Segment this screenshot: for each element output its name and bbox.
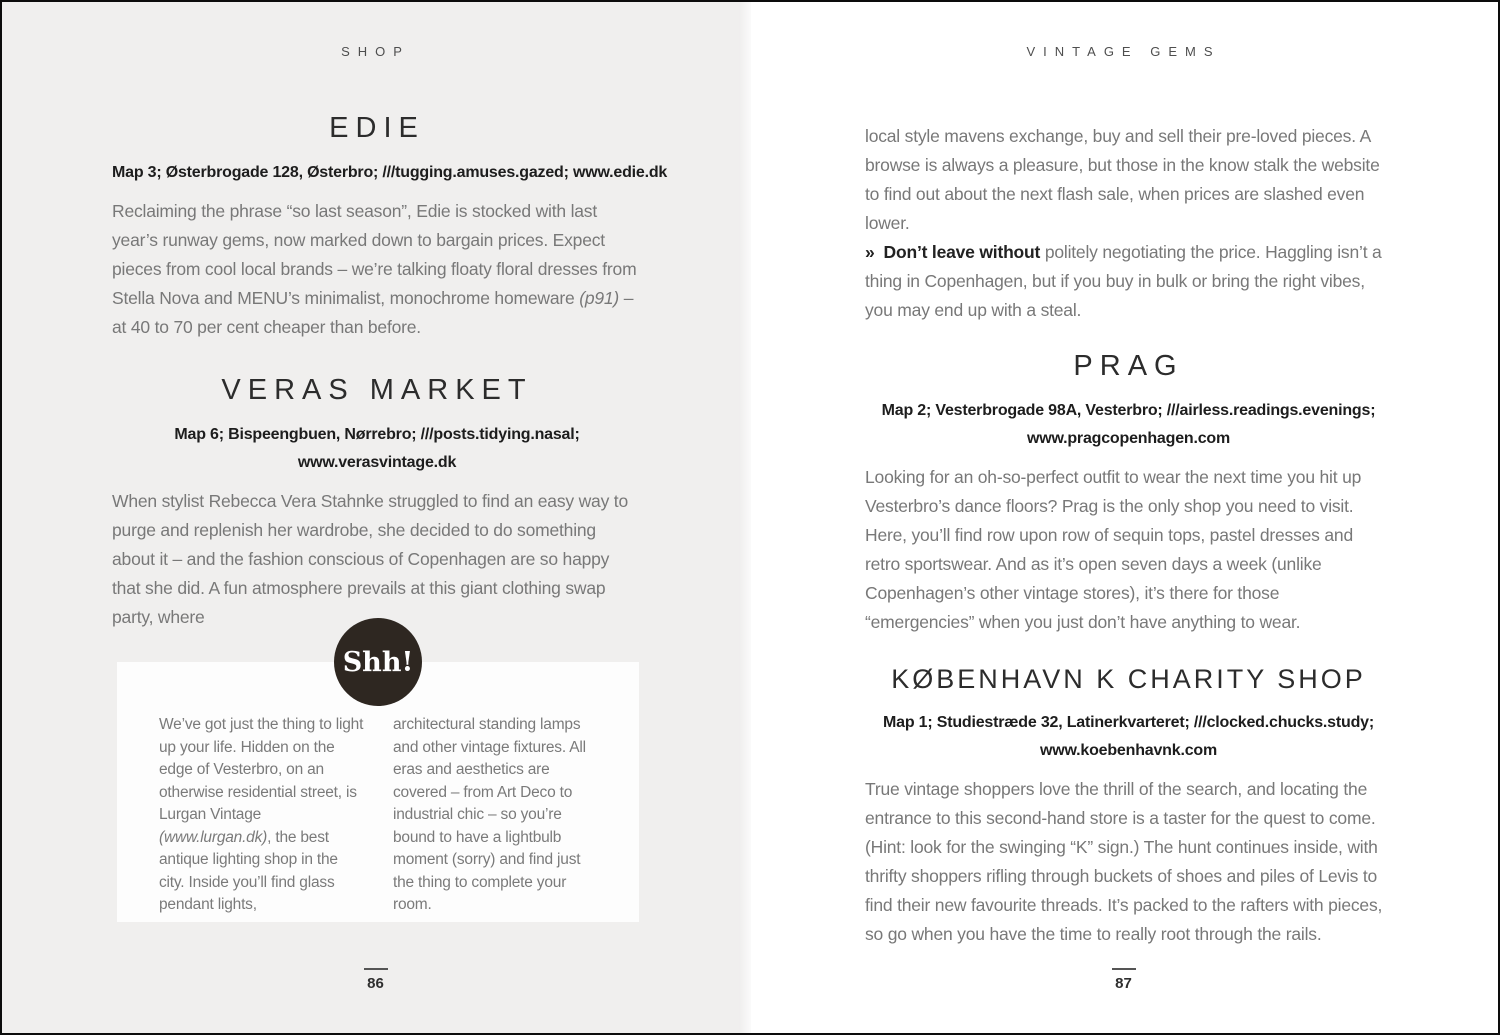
kobenhavn-k-body: True vintage shoppers love the thrill of the search, and locating the entrance to this second-hand store is a taster for the quest to come. (Hint: look for the swinging “K” sign.) The hunt continues inside, with thrifty shoppers rifling through buckets of shoes and piles of Levis to find their new favourite threads. It’s packed to the rafters with pieces, so go when you have the time to really root through the rails. — [865, 779, 1383, 944]
left-running-head: SHOP — [341, 44, 410, 59]
left-page-number-value: 86 — [364, 968, 388, 992]
kobenhavn-k-address-line-1: Map 1; Studiestræde 32, Latinerkvarteret; ///clocked.chucks.study; — [883, 714, 1374, 731]
kobenhavn-k-title: KØBENHAVN K CHARITY SHOP — [891, 664, 1366, 694]
shh-col1-text-2: , the best antique lighting shop in the city. Inside you’ll find glass pendant lights, — [159, 828, 338, 913]
edie-body-text-1: Reclaiming the phrase “so last season”, Edie is stocked with last year’s runway gems, now marked down to bargain prices. Expect pieces from cool local brands – we’re talking floaty floral dresses from Stella Nova and MENU’s minimalist, monochrome homeware — [112, 201, 637, 308]
tip-text: politely negotiating the price. Haggling isn’t a thing in Copenhagen, but if you buy in bulk or bring the right vibes, you may end up with a steal. — [865, 242, 1382, 320]
tip-chevron-icon: » — [865, 242, 875, 262]
veras-market-title: VERAS MARKET — [221, 374, 533, 406]
shh-badge — [334, 618, 422, 706]
right-page-number-value: 87 — [1112, 968, 1136, 992]
shh-col1-text-1: We’ve got just the thing to light up your life. Hidden on the edge of Vesterbro, on an otherwise residential street, is Lurgan Vintage — [159, 716, 364, 823]
prag-body: Looking for an oh-so-perfect outfit to wear the next time you hit up Vesterbro’s dance floors? Prag is the only shop you need to visit. Here, you’ll find row upon row of sequin tops, pastel dresses and retro sportswear. And as it’s open seven days a week (unlike Copenhagen’s other vintage stores), it’s there for those “emergencies” when you just don’t have anything to wear. — [865, 467, 1362, 632]
shh-box-column-2: architectural standing lamps and other vintage fixtures. All eras and aesthetics are covered – from Art Deco to industrial chic – so you’re bound to have a lightbulb moment (sorry) and find just the thing to complete your room. — [393, 716, 586, 913]
left-page-number — [2, 968, 749, 993]
continuation-paragraph: local style mavens exchange, buy and sell their pre-loved pieces. A browse is always a pleasure, but those in the know stalk the website to find out about the next flash sale, when prices are slashed even lower. — [865, 126, 1380, 233]
kobenhavn-k-entry — [865, 664, 1392, 949]
right-page — [749, 2, 1498, 1033]
right-page-number — [749, 968, 1498, 993]
prag-entry — [865, 350, 1392, 637]
continuation-block — [865, 122, 1392, 325]
shh-col1-url: (www.lurgan.dk) — [159, 828, 268, 846]
tip-lead-in: Don’t leave without — [883, 242, 1041, 262]
prag-title: PRAG — [1073, 350, 1184, 382]
edie-body — [112, 197, 642, 342]
left-page — [2, 2, 749, 1033]
veras-market-address-line-1: Map 6; Bispeengbuen, Nørrebro; ///posts.tidying.nasal; — [174, 426, 580, 443]
veras-market-body: When stylist Rebecca Vera Stahnke struggled to find an easy way to purge and replenish her wardrobe, she decided to do something about it – and the fashion conscious of Copenhagen are so happy that she did. A fun atmosphere prevails at this giant clothing swap party, where — [112, 491, 628, 627]
shh-secret-box — [117, 646, 639, 922]
veras-market-entry — [112, 374, 642, 632]
right-running-head: VINTAGE GEMS — [1026, 44, 1221, 59]
edie-title: EDIE — [329, 112, 425, 144]
prag-address-line-2: www.pragcopenhagen.com — [1026, 430, 1231, 447]
edie-entry — [112, 112, 668, 342]
edie-address: Map 3; Østerbrogade 128, Østerbro; ///tugging.amuses.gazed; www.edie.dk — [112, 164, 668, 181]
shh-box-column-1 — [159, 714, 367, 917]
edie-body-page-ref: (p91) — [579, 288, 620, 308]
edie-body-text-2: – at 40 to 70 per cent cheaper than before. — [112, 288, 634, 337]
shh-badge-label: Shh! — [342, 646, 414, 678]
dont-leave-without-tip — [865, 238, 1392, 325]
kobenhavn-k-address-line-2: www.koebenhavnk.com — [1040, 742, 1217, 759]
veras-market-address-line-2: www.verasvintage.dk — [297, 454, 457, 471]
prag-address-line-1: Map 2; Vesterbrogade 98A, Vesterbro; ///airless.readings.evenings; — [881, 402, 1376, 419]
